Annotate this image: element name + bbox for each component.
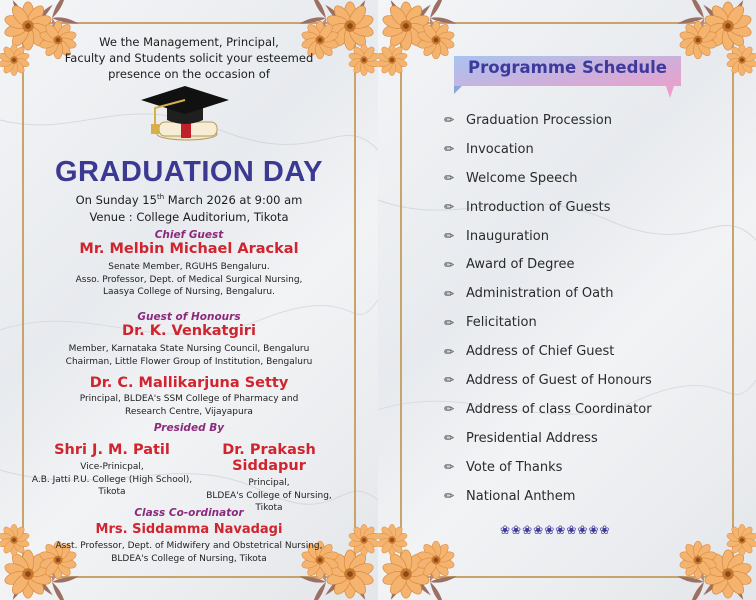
coordinator-role: Class Co-ordinator	[134, 507, 244, 519]
guest-name: Dr. C. Mallikarjuna Setty	[89, 375, 289, 391]
presider-details	[22, 461, 202, 499]
item-label: Address of class Coordinator	[466, 401, 652, 417]
list-item	[444, 222, 652, 251]
pencil-icon: ✏	[444, 402, 455, 417]
detail-line: Research Centre, Vijayapura	[125, 406, 253, 417]
list-item	[444, 193, 652, 222]
intro-line: We the Management, Principal,	[99, 35, 279, 49]
date-prefix: On Sunday 15	[75, 193, 157, 207]
pencil-icon: ✏	[444, 315, 455, 330]
detail-line: Principal, BLDEA's SSM College of Pharmacy and	[79, 394, 299, 404]
detail-line: Asso. Professor, Dept. of Medical Surgical Nursing,	[75, 274, 303, 285]
date-sup: th	[156, 193, 165, 202]
chief-guest-details	[22, 261, 356, 299]
item-label: Graduation Procession	[466, 112, 612, 128]
pencil-icon: ✏	[444, 489, 455, 504]
chief-guest-name: Mr. Melbin Michael Arackal	[79, 241, 299, 257]
guest-of-honours-role: Guest of Honours	[137, 311, 241, 323]
flower-icon	[378, 510, 468, 600]
pencil-icon: ✏	[444, 113, 455, 128]
pencil-icon: ✏	[444, 229, 455, 243]
item-label: Address of Chief Guest	[466, 344, 615, 360]
guest-details	[22, 343, 356, 368]
guest-details	[22, 393, 356, 418]
event-title: GRADUATION DAY	[54, 156, 323, 188]
event-venue: Venue : College Auditorium, Tikota	[89, 210, 289, 224]
intro-line: presence on the occasion of	[108, 67, 270, 81]
detail-line: Tikota	[255, 503, 283, 513]
pencil-icon: ✏	[444, 286, 455, 301]
schedule-title: Programme Schedule	[468, 58, 667, 77]
item-label: Vote of Thanks	[466, 459, 563, 475]
schedule-panel	[378, 0, 756, 600]
pencil-icon: ✏	[444, 200, 455, 215]
item-label: Inauguration	[466, 228, 549, 244]
detail-line: BLDEA's College of Nursing,	[206, 490, 332, 501]
guest-name: Dr. K. Venkatgiri	[122, 323, 256, 339]
list-item	[444, 164, 652, 193]
presider-name: Dr. Prakash Siddapur	[222, 442, 316, 474]
item-label: National Anthem	[466, 488, 576, 504]
presider	[22, 442, 202, 499]
coordinator-details	[22, 540, 356, 565]
graduation-cap-icon	[137, 86, 233, 142]
intro-text	[22, 34, 356, 82]
detail-line: Asst. Professor, Dept. of Midwifery and Obstetrical Nursing,	[55, 541, 323, 551]
item-label: Introduction of Guests	[466, 199, 611, 215]
presided-by-role: Presided By	[153, 422, 225, 434]
detail-line: Tikota	[98, 487, 126, 497]
pencil-icon: ✏	[444, 373, 455, 388]
list-item	[444, 395, 652, 424]
pencil-icon: ✏	[444, 460, 455, 475]
pencil-icon: ✏	[444, 257, 455, 272]
detail-line: Chairman, Little Flower Group of Institution, Bengaluru	[65, 356, 313, 367]
item-label: Felicitation	[466, 315, 537, 331]
list-item	[444, 337, 652, 366]
pencil-icon: ✏	[444, 344, 455, 359]
list-item	[444, 135, 652, 164]
detail-line: Laasya College of Nursing, Bengaluru.	[103, 287, 275, 297]
list-item	[444, 366, 652, 395]
list-item	[444, 106, 652, 135]
item-label: Welcome Speech	[466, 170, 578, 186]
presider	[186, 442, 352, 515]
detail-line: A.B. Jatti P.U. College (High School),	[31, 474, 193, 485]
intro-line: Faculty and Students solicit your esteemed	[64, 51, 314, 65]
list-item	[444, 453, 652, 482]
item-label: Award of Degree	[466, 257, 575, 273]
list-item	[444, 279, 652, 308]
detail-line: Principal,	[248, 478, 290, 488]
ornament-divider: ❀❀❀❀❀❀❀❀❀❀	[500, 523, 611, 537]
pencil-icon: ✏	[444, 431, 455, 446]
detail-line: BLDEA's College of Nursing, Tikota	[111, 553, 267, 564]
flower-icon	[666, 510, 756, 600]
item-label: Presidential Address	[466, 430, 598, 446]
detail-line: Senate Member, RGUHS Bengaluru.	[108, 262, 270, 272]
list-item	[444, 482, 652, 511]
event-date	[22, 193, 356, 207]
list-item	[444, 308, 652, 337]
detail-line: Vice-Prinicpal,	[80, 462, 144, 472]
chief-guest-role: Chief Guest	[154, 229, 224, 241]
schedule-list	[444, 106, 652, 510]
list-item	[444, 424, 652, 453]
detail-line: Member, Karnataka State Nursing Council, Bengaluru	[68, 344, 310, 354]
pencil-icon: ✏	[444, 142, 455, 157]
list-item	[444, 250, 652, 279]
date-suffix: March 2026 at 9:00 am	[164, 193, 303, 207]
pencil-icon: ✏	[444, 171, 455, 186]
presider-name: Shri J. M. Patil	[54, 442, 170, 458]
item-label: Invocation	[466, 141, 534, 157]
item-label: Address of Guest of Honours	[466, 372, 652, 388]
item-label: Administration of Oath	[466, 286, 614, 302]
coordinator-name: Mrs. Siddamma Navadagi	[95, 522, 283, 537]
